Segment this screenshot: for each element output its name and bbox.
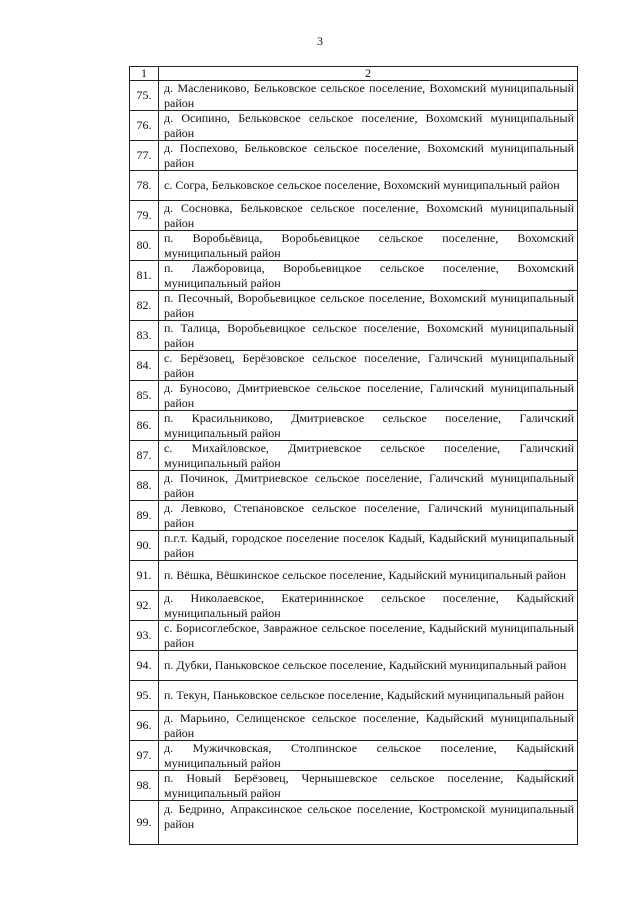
row-description: п.г.т. Кадый, городское поселение поселок Кадый, Кадыйский муниципальный район — [159, 531, 578, 561]
table-row — [130, 531, 578, 561]
table-row — [130, 231, 578, 261]
row-description: с. Берёзовец, Берёзовское сельское поселение, Галичский муниципальный район — [159, 351, 578, 381]
table-row — [130, 651, 578, 681]
row-description: п. Талица, Воробьевицкое сельское поселение, Вохомский муниципальный район — [159, 321, 578, 351]
row-description: с. Михайловское, Дмитриевское сельское поселение, Галичский муниципальный район — [159, 441, 578, 471]
row-number: 76. — [130, 111, 159, 141]
table-row — [130, 291, 578, 321]
settlements-table — [129, 66, 578, 845]
table-row — [130, 621, 578, 651]
page-number: 3 — [317, 34, 323, 48]
row-number: 85. — [130, 381, 159, 411]
table-row — [130, 591, 578, 621]
row-number: 88. — [130, 471, 159, 501]
row-description: д. Осипино, Бельковское сельское поселение, Вохомский муниципальный район — [159, 111, 578, 141]
row-description: д. Мужичковская, Столпинское сельское поселение, Кадыйский муниципальный район — [159, 741, 578, 771]
row-number: 86. — [130, 411, 159, 441]
row-description: п. Лажборовица, Воробьевицкое сельское поселение, Вохомский муниципальный район — [159, 261, 578, 291]
row-description: п. Красильниково, Дмитриевское сельское поселение, Галичский муниципальный район — [159, 411, 578, 441]
row-description: д. Буносово, Дмитриевское сельское поселение, Галичский муниципальный район — [159, 381, 578, 411]
table-row — [130, 81, 578, 111]
row-number: 79. — [130, 201, 159, 231]
row-description: п. Вёшка, Вёшкинское сельское поселение, Кадыйский муниципальный район — [159, 561, 578, 591]
row-description: д. Марьино, Селищенское сельское поселение, Кадыйский муниципальный район — [159, 711, 578, 741]
table-row — [130, 111, 578, 141]
row-number: 83. — [130, 321, 159, 351]
table-row — [130, 171, 578, 201]
row-description: д. Бедрино, Апраксинское сельское поселение, Костромской муниципальный район — [159, 801, 578, 845]
row-description: д. Сосновка, Бельковское сельское поселение, Вохомский муниципальный район — [159, 201, 578, 231]
row-description: д. Поспехово, Бельковское сельское поселение, Вохомский муниципальный район — [159, 141, 578, 171]
row-number: 75. — [130, 81, 159, 111]
table-row — [130, 351, 578, 381]
row-description: п. Текун, Паньковское сельское поселение, Кадыйский муниципальный район — [159, 681, 578, 711]
table-header-row — [130, 67, 578, 81]
table-row — [130, 441, 578, 471]
table-row — [130, 681, 578, 711]
table-row — [130, 501, 578, 531]
row-number: 96. — [130, 711, 159, 741]
row-number: 77. — [130, 141, 159, 171]
row-description: д. Левково, Степановское сельское поселение, Галичский муниципальный район — [159, 501, 578, 531]
table-row — [130, 741, 578, 771]
table-row — [130, 801, 578, 845]
table-row — [130, 711, 578, 741]
table-row — [130, 381, 578, 411]
row-number: 89. — [130, 501, 159, 531]
row-description: с. Согра, Бельковское сельское поселение, Вохомский муниципальный район — [159, 171, 578, 201]
row-description: д. Николаевское, Екатерининское сельское поселение, Кадыйский муниципальный район — [159, 591, 578, 621]
row-number: 93. — [130, 621, 159, 651]
row-number: 78. — [130, 171, 159, 201]
row-number: 81. — [130, 261, 159, 291]
column-header-number: 1 — [130, 67, 159, 81]
row-number: 94. — [130, 651, 159, 681]
row-description: д. Починок, Дмитриевское сельское поселение, Галичский муниципальный район — [159, 471, 578, 501]
table-row — [130, 321, 578, 351]
row-number: 91. — [130, 561, 159, 591]
table-row — [130, 261, 578, 291]
row-description: п. Воробьёвица, Воробьевицкое сельское поселение, Вохомский муниципальный район — [159, 231, 578, 261]
row-number: 99. — [130, 801, 159, 845]
table-row — [130, 201, 578, 231]
row-description: п. Дубки, Паньковское сельское поселение, Кадыйский муниципальный район — [159, 651, 578, 681]
row-number: 95. — [130, 681, 159, 711]
row-description: п. Песочный, Воробьевицкое сельское поселение, Вохомский муниципальный район — [159, 291, 578, 321]
table-row — [130, 411, 578, 441]
row-number: 92. — [130, 591, 159, 621]
row-description: д. Масленикoво, Бельковское сельское поселение, Вохомский муниципальный район — [159, 81, 578, 111]
table-row — [130, 771, 578, 801]
row-description: с. Борисоглебское, Завражное сельское поселение, Кадыйский муниципальный район — [159, 621, 578, 651]
row-number: 97. — [130, 741, 159, 771]
row-number: 87. — [130, 441, 159, 471]
row-number: 98. — [130, 771, 159, 801]
column-header-description: 2 — [159, 67, 578, 81]
row-number: 82. — [130, 291, 159, 321]
row-number: 80. — [130, 231, 159, 261]
table-row — [130, 561, 578, 591]
table-row — [130, 141, 578, 171]
row-number: 90. — [130, 531, 159, 561]
row-number: 84. — [130, 351, 159, 381]
table-row — [130, 471, 578, 501]
row-description: п. Новый Берёзовец, Чернышевское сельское поселение, Кадыйский муниципальный район — [159, 771, 578, 801]
